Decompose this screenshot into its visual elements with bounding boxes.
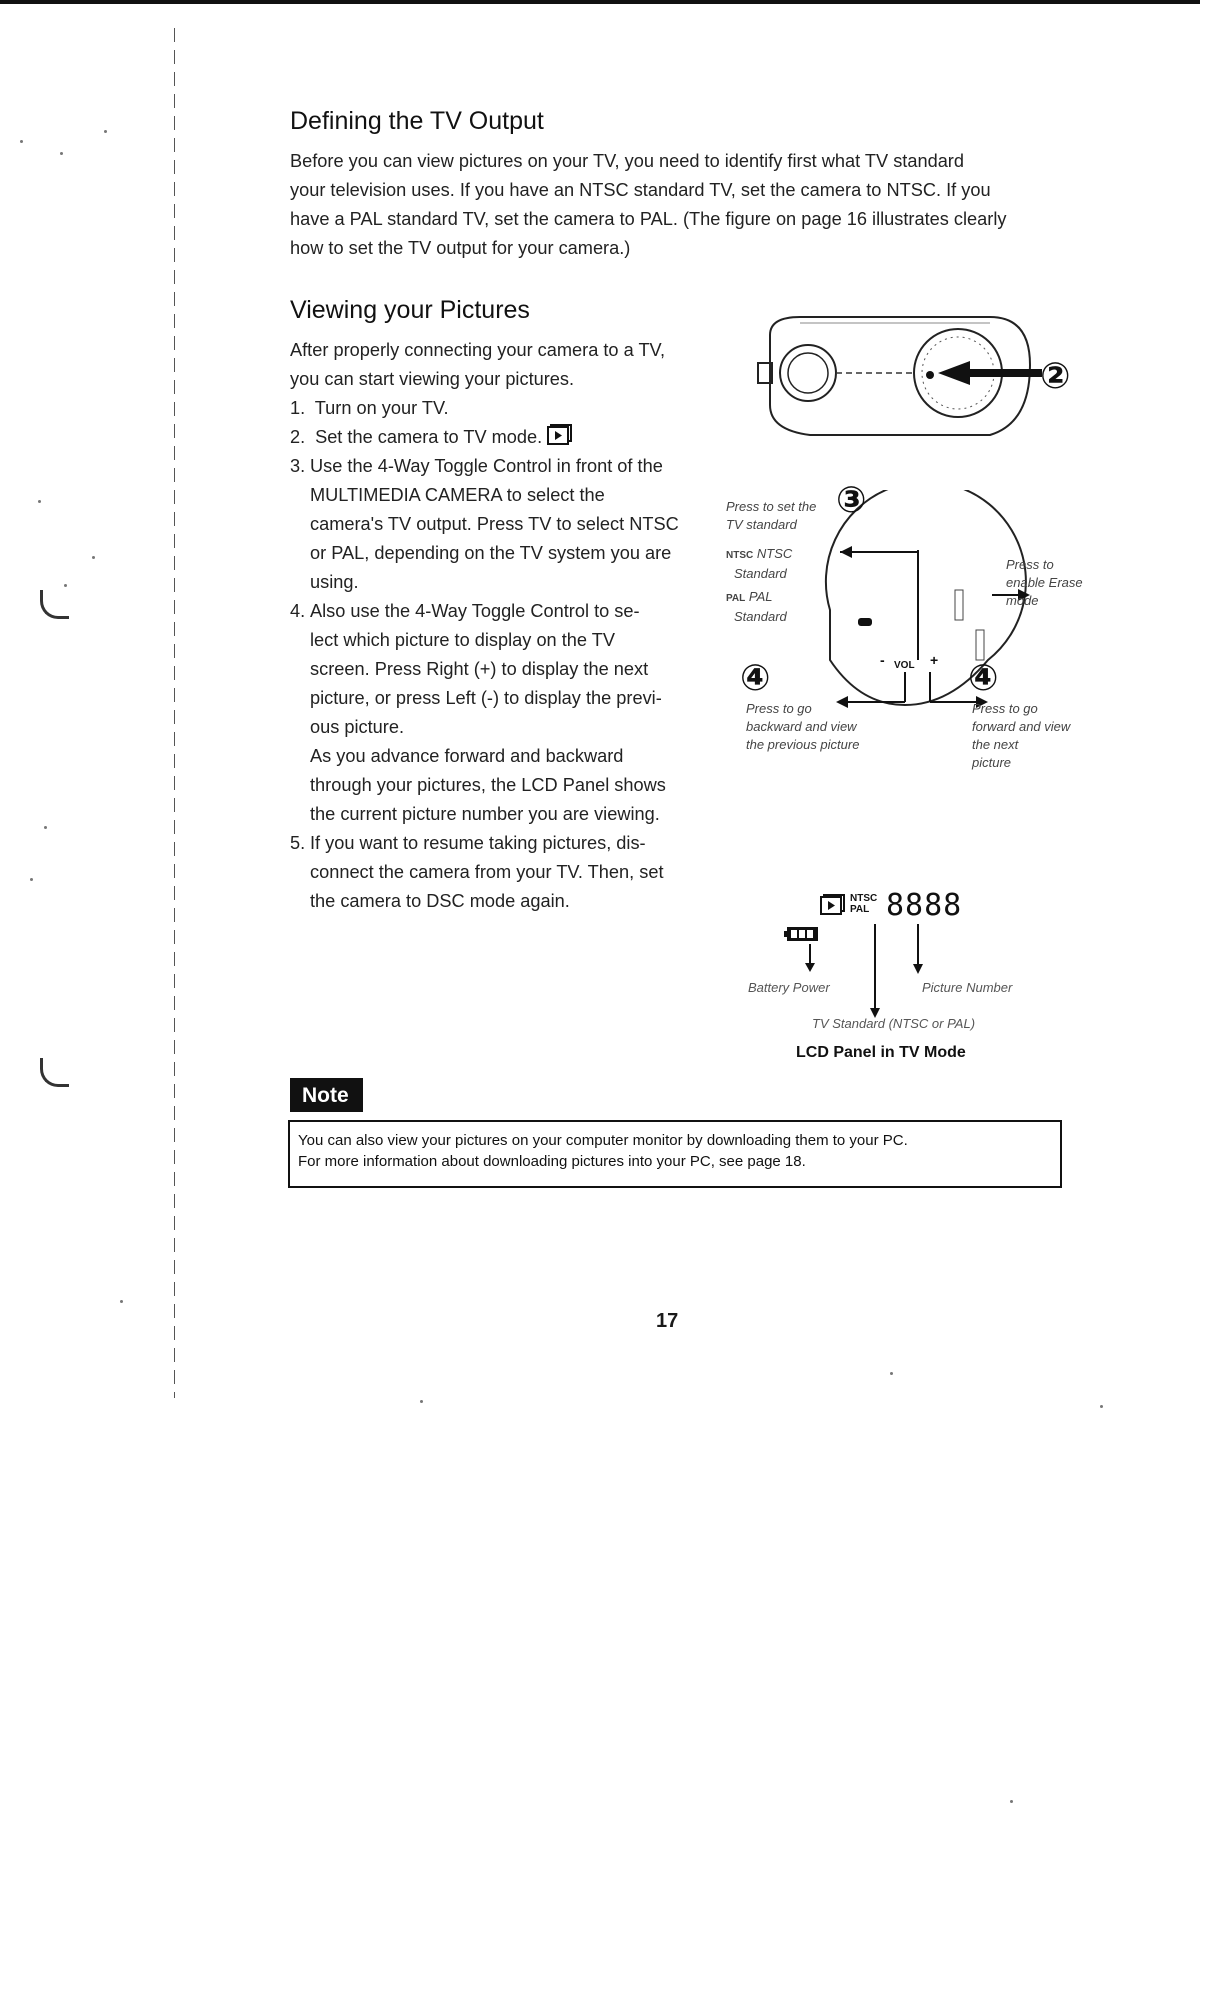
callout-number-3: ③ bbox=[836, 479, 867, 520]
callout-number-4-left: ④ bbox=[740, 657, 771, 698]
step-number: 2. bbox=[290, 427, 306, 447]
note-tab: Note bbox=[290, 1078, 363, 1112]
note-line: You can also view your pictures on your computer monitor by downloading them to your PC. bbox=[298, 1132, 908, 1149]
step-line: Use the 4-Way Toggle Control in front of the bbox=[310, 456, 663, 476]
ntsc-tag: NTSC bbox=[726, 550, 754, 561]
scan-speck bbox=[890, 1372, 893, 1375]
note-box bbox=[288, 1120, 1062, 1188]
scan-speck bbox=[38, 500, 41, 503]
section-heading-viewing: Viewing your Pictures bbox=[290, 296, 530, 324]
scan-speck bbox=[20, 140, 23, 143]
callout-number-4-right: ④ bbox=[968, 657, 999, 698]
page-number: 17 bbox=[656, 1310, 679, 1332]
binding-bracket-mark bbox=[40, 590, 69, 619]
binding-margin-line bbox=[174, 28, 175, 1398]
step-line: MULTIMEDIA CAMERA to select the bbox=[310, 485, 605, 505]
lcd-pointer-lines bbox=[790, 918, 950, 1028]
lcd-tv-mode-icon bbox=[820, 894, 846, 916]
paragraph-line: how to set the TV output for your camera.) bbox=[290, 238, 631, 258]
lcd-pal-indicator: PAL bbox=[850, 904, 870, 915]
step-line: camera's TV output. Press TV to select NTSC bbox=[310, 514, 679, 534]
viewing-intro bbox=[290, 336, 720, 394]
diagram-text-line: Standard bbox=[734, 566, 787, 581]
backward-label bbox=[746, 700, 859, 754]
step-item bbox=[290, 597, 720, 829]
callout-number-2: ② bbox=[1040, 355, 1071, 396]
diagram-text-line: enable Erase bbox=[1006, 575, 1083, 590]
step-number: 3. bbox=[290, 456, 306, 476]
press-set-standard-label bbox=[726, 498, 816, 534]
step-item bbox=[290, 394, 720, 423]
pal-tag: PAL bbox=[726, 593, 746, 604]
lcd-ntsc-indicator: NTSC bbox=[850, 893, 878, 904]
step-line: ous picture. bbox=[310, 717, 405, 737]
step-number: 5. bbox=[290, 833, 306, 853]
step-item bbox=[290, 452, 720, 597]
dial-pointer-arrow bbox=[938, 361, 1042, 385]
step-line: through your pictures, the LCD Panel shows bbox=[310, 775, 666, 795]
ntsc-standard-label bbox=[726, 545, 792, 583]
step-number: 1. bbox=[290, 398, 306, 418]
step-line: or PAL, depending on the TV system you are bbox=[310, 543, 672, 563]
dial-plus-label: + bbox=[930, 652, 939, 668]
scan-speck bbox=[60, 152, 63, 155]
scan-speck bbox=[92, 556, 95, 559]
scan-speck bbox=[1010, 1800, 1013, 1803]
lcd-mode-indicator bbox=[850, 893, 877, 915]
step-line: Turn on your TV. bbox=[314, 398, 449, 418]
step-line: lect which picture to display on the TV bbox=[310, 630, 615, 650]
tv-standard-label: TV Standard (NTSC or PAL) bbox=[812, 1016, 976, 1031]
step-line: screen. Press Right (+) to display the next bbox=[310, 659, 649, 679]
note-text bbox=[298, 1130, 908, 1172]
step-number: 4. bbox=[290, 601, 306, 621]
diagram-text-line: PAL bbox=[748, 589, 773, 604]
section-heading-tv-output: Defining the TV Output bbox=[290, 107, 544, 135]
pal-standard-label bbox=[726, 588, 787, 626]
scan-speck bbox=[1100, 1405, 1103, 1408]
diagram-text-line: Press to go bbox=[746, 701, 812, 716]
note-line: For more information about downloading pictures into your PC, see page 18. bbox=[298, 1153, 806, 1170]
diagram-text-line: backward and view bbox=[746, 719, 857, 734]
diagram-text-line: Press to go bbox=[972, 701, 1038, 716]
lcd-panel-caption: LCD Panel in TV Mode bbox=[796, 1044, 966, 1061]
diagram-text-line: TV standard bbox=[726, 517, 797, 532]
diagram-text-line: Standard bbox=[734, 609, 787, 624]
paragraph-line: your television uses. If you have an NTSC standard TV, set the camera to NTSC. If you bbox=[290, 180, 991, 200]
step-line: the current picture number you are viewing. bbox=[310, 804, 660, 824]
step-line: Set the camera to TV mode. bbox=[315, 427, 543, 447]
paragraph-line: you can start viewing your pictures. bbox=[290, 369, 575, 389]
diagram-text-line: Press to set the bbox=[726, 499, 817, 514]
step-line: If you want to resume taking pictures, dis- bbox=[310, 833, 646, 853]
battery-power-label: Battery Power bbox=[748, 980, 830, 995]
scan-speck bbox=[30, 878, 33, 881]
binding-bracket-mark bbox=[40, 1058, 69, 1087]
paragraph-line: Before you can view pictures on your TV, you need to identify first what TV standard bbox=[290, 151, 964, 171]
forward-label bbox=[972, 700, 1070, 772]
diagram-text-line: forward and view bbox=[972, 719, 1071, 734]
step-line: As you advance forward and backward bbox=[310, 746, 624, 766]
scan-speck bbox=[64, 584, 67, 587]
diagram-text-line: picture bbox=[972, 755, 1012, 770]
diagram-text-line: NTSC bbox=[756, 546, 793, 561]
erase-mode-label bbox=[1006, 556, 1083, 610]
scan-speck bbox=[420, 1400, 423, 1403]
paragraph-line: have a PAL standard TV, set the camera to PAL. (The figure on page 16 illustrates clearly bbox=[290, 209, 1007, 229]
diagram-text-line: the next bbox=[972, 737, 1019, 752]
step-line: using. bbox=[310, 572, 359, 592]
diagram-text-line: the previous picture bbox=[746, 737, 860, 752]
dial-minus-label: - bbox=[880, 652, 885, 668]
paragraph-line: After properly connecting your camera to a TV, bbox=[290, 340, 666, 360]
diagram-text-line: Press to bbox=[1006, 557, 1054, 572]
step-line: the camera to DSC mode again. bbox=[310, 891, 570, 911]
dial-vol-label: VOL bbox=[894, 660, 915, 671]
scan-speck bbox=[44, 826, 47, 829]
lcd-picture-digits: 8888 bbox=[886, 888, 963, 923]
diagram-text-line: mode bbox=[1006, 593, 1039, 608]
step-item bbox=[290, 423, 720, 452]
tv-output-paragraph bbox=[290, 147, 1080, 263]
scan-speck bbox=[104, 130, 107, 133]
step-line: connect the camera from your TV. Then, set bbox=[310, 862, 664, 882]
picture-number-label: Picture Number bbox=[922, 980, 1013, 995]
step-item bbox=[290, 829, 720, 916]
top-rule bbox=[0, 0, 1200, 4]
tv-mode-icon bbox=[547, 424, 573, 446]
scan-speck bbox=[120, 1300, 123, 1303]
step-line: picture, or press Left (-) to display the previ- bbox=[310, 688, 662, 708]
camera-top-view-illustration bbox=[740, 305, 1080, 455]
step-line: Also use the 4-Way Toggle Control to se- bbox=[310, 601, 640, 621]
